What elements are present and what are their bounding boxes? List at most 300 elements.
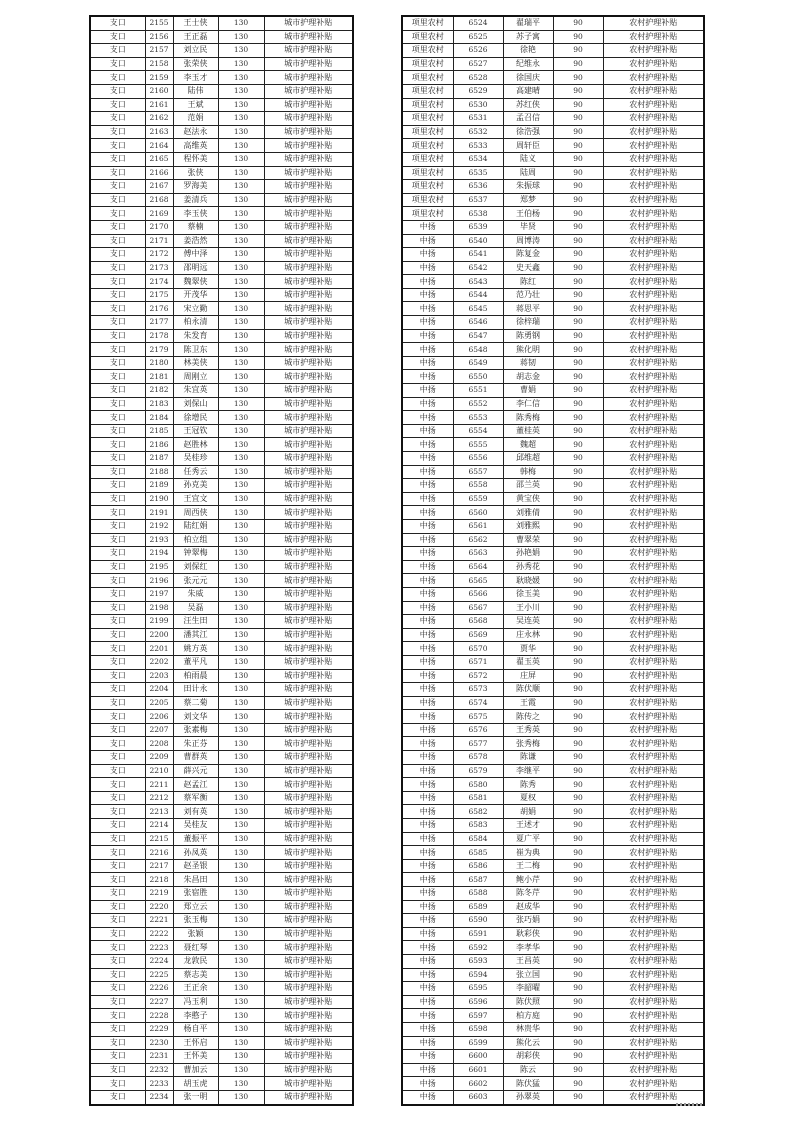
region-cell: 支口 [90, 220, 145, 234]
amount-cell: 130 [218, 914, 264, 928]
region-cell: 支口 [90, 370, 145, 384]
category-cell: 农村护理补贴 [603, 16, 704, 30]
table-row [402, 669, 704, 683]
id-cell: 2156 [145, 30, 173, 44]
id-cell: 6554 [453, 424, 503, 438]
table-row [402, 112, 704, 126]
amount-cell: 130 [218, 356, 264, 370]
amount-cell: 130 [218, 547, 264, 561]
amount-cell: 130 [218, 1050, 264, 1064]
id-cell: 2164 [145, 139, 173, 153]
name-cell: 王述才 [503, 819, 553, 833]
name-cell: 胡志金 [503, 370, 553, 384]
table-row [402, 193, 704, 207]
amount-cell: 90 [553, 737, 603, 751]
amount-cell: 90 [553, 139, 603, 153]
table-row [402, 288, 704, 302]
id-cell: 6584 [453, 832, 503, 846]
name-cell: 潘其江 [173, 628, 218, 642]
id-cell: 2208 [145, 737, 173, 751]
table-row [402, 927, 704, 941]
category-cell: 城市护理补贴 [264, 574, 353, 588]
amount-cell: 130 [218, 16, 264, 30]
id-cell: 6551 [453, 384, 503, 398]
table-row [402, 751, 704, 765]
table-row [402, 615, 704, 629]
id-cell: 6525 [453, 30, 503, 44]
region-cell: 中扬 [402, 982, 453, 996]
category-cell: 城市护理补贴 [264, 275, 353, 289]
table-row [90, 411, 353, 425]
name-cell: 陆红娟 [173, 519, 218, 533]
amount-cell: 90 [553, 1077, 603, 1091]
id-cell: 2202 [145, 655, 173, 669]
amount-cell: 90 [553, 655, 603, 669]
category-cell: 城市护理补贴 [264, 764, 353, 778]
table-row [402, 1050, 704, 1064]
region-cell: 支口 [90, 57, 145, 71]
region-cell: 项里农村 [402, 180, 453, 194]
amount-cell: 90 [553, 397, 603, 411]
category-cell: 城市护理补贴 [264, 954, 353, 968]
region-cell: 支口 [90, 1077, 145, 1091]
name-cell: 赵胜林 [173, 438, 218, 452]
name-cell: 熊化明 [503, 343, 553, 357]
table-row [90, 1050, 353, 1064]
category-cell: 城市护理补贴 [264, 791, 353, 805]
id-cell: 6596 [453, 995, 503, 1009]
name-cell: 李玉才 [173, 71, 218, 85]
table-row [90, 737, 353, 751]
table-row [90, 954, 353, 968]
amount-cell: 130 [218, 465, 264, 479]
id-cell: 6552 [453, 397, 503, 411]
name-cell: 陆伟 [173, 84, 218, 98]
amount-cell: 90 [553, 696, 603, 710]
name-cell: 赵法永 [173, 125, 218, 139]
id-cell: 6547 [453, 329, 503, 343]
table-row [90, 16, 353, 30]
category-cell: 农村护理补贴 [603, 778, 704, 792]
category-cell: 城市护理补贴 [264, 941, 353, 955]
amount-cell: 130 [218, 737, 264, 751]
amount-cell: 130 [218, 30, 264, 44]
amount-cell: 130 [218, 710, 264, 724]
name-cell: 鲍小芹 [503, 873, 553, 887]
category-cell: 城市护理补贴 [264, 615, 353, 629]
name-cell: 王正余 [173, 982, 218, 996]
amount-cell: 130 [218, 44, 264, 58]
name-cell: 蔡二菊 [173, 696, 218, 710]
id-cell: 2217 [145, 859, 173, 873]
name-cell: 李玉侠 [173, 207, 218, 221]
id-cell: 2210 [145, 764, 173, 778]
table-row [402, 1036, 704, 1050]
table-row [90, 152, 353, 166]
id-cell: 6528 [453, 71, 503, 85]
table-row [90, 193, 353, 207]
table-row [90, 927, 353, 941]
table-row [90, 30, 353, 44]
id-cell: 2231 [145, 1050, 173, 1064]
category-cell: 农村护理补贴 [603, 982, 704, 996]
amount-cell: 130 [218, 234, 264, 248]
region-cell: 项里农村 [402, 57, 453, 71]
table-row [402, 887, 704, 901]
category-cell: 农村护理补贴 [603, 71, 704, 85]
category-cell: 农村护理补贴 [603, 343, 704, 357]
category-cell: 城市护理补贴 [264, 411, 353, 425]
name-cell: 孟召信 [503, 112, 553, 126]
table-row [90, 547, 353, 561]
id-cell: 6583 [453, 819, 503, 833]
id-cell: 6603 [453, 1090, 503, 1104]
category-cell: 城市护理补贴 [264, 125, 353, 139]
category-cell: 农村护理补贴 [603, 288, 704, 302]
amount-cell: 130 [218, 506, 264, 520]
category-cell: 城市护理补贴 [264, 832, 353, 846]
id-cell: 6556 [453, 452, 503, 466]
region-cell: 支口 [90, 166, 145, 180]
name-cell: 魏超 [503, 438, 553, 452]
id-cell: 6582 [453, 805, 503, 819]
id-cell: 2189 [145, 479, 173, 493]
name-cell: 蔡志美 [173, 968, 218, 982]
table-row [90, 1090, 353, 1104]
table-row [402, 44, 704, 58]
category-cell: 城市护理补贴 [264, 397, 353, 411]
table-row [90, 370, 353, 384]
id-cell: 6534 [453, 152, 503, 166]
id-cell: 6533 [453, 139, 503, 153]
category-cell: 农村护理补贴 [603, 193, 704, 207]
category-cell: 城市护理补贴 [264, 846, 353, 860]
category-cell: 农村护理补贴 [603, 57, 704, 71]
region-cell: 支口 [90, 900, 145, 914]
id-cell: 2190 [145, 492, 173, 506]
category-cell: 农村护理补贴 [603, 248, 704, 262]
id-cell: 2199 [145, 615, 173, 629]
table-row [402, 982, 704, 996]
region-cell: 支口 [90, 98, 145, 112]
amount-cell: 130 [218, 302, 264, 316]
id-cell: 2192 [145, 519, 173, 533]
table-row [90, 424, 353, 438]
amount-cell: 90 [553, 44, 603, 58]
table-row [90, 44, 353, 58]
name-cell: 陈传之 [503, 710, 553, 724]
table-row [402, 791, 704, 805]
name-cell: 蔡军衡 [173, 791, 218, 805]
id-cell: 6569 [453, 628, 503, 642]
region-cell: 中扬 [402, 220, 453, 234]
id-cell: 2176 [145, 302, 173, 316]
category-cell: 城市护理补贴 [264, 180, 353, 194]
amount-cell: 90 [553, 152, 603, 166]
amount-cell: 130 [218, 927, 264, 941]
category-cell: 城市护理补贴 [264, 710, 353, 724]
table-row [402, 683, 704, 697]
amount-cell: 90 [553, 669, 603, 683]
name-cell: 王秀英 [503, 723, 553, 737]
category-cell: 城市护理补贴 [264, 751, 353, 765]
category-cell: 农村护理补贴 [603, 859, 704, 873]
amount-cell: 130 [218, 1022, 264, 1036]
name-cell: 刘文华 [173, 710, 218, 724]
category-cell: 城市护理补贴 [264, 220, 353, 234]
name-cell: 孙艳娟 [503, 547, 553, 561]
amount-cell: 130 [218, 166, 264, 180]
region-cell: 中扬 [402, 587, 453, 601]
table-row [402, 302, 704, 316]
amount-cell: 90 [553, 547, 603, 561]
name-cell: 孙凤英 [173, 846, 218, 860]
region-cell: 项里农村 [402, 166, 453, 180]
region-cell: 支口 [90, 927, 145, 941]
table-row [90, 316, 353, 330]
name-cell: 徐玉美 [503, 587, 553, 601]
category-cell: 农村护理补贴 [603, 574, 704, 588]
category-cell: 农村护理补贴 [603, 927, 704, 941]
id-cell: 6595 [453, 982, 503, 996]
name-cell: 蔡楠 [173, 220, 218, 234]
name-cell: 张秀梅 [503, 737, 553, 751]
id-cell: 2203 [145, 669, 173, 683]
id-cell: 6574 [453, 696, 503, 710]
region-cell: 支口 [90, 411, 145, 425]
name-cell: 徐梓瑞 [503, 316, 553, 330]
table-row [90, 261, 353, 275]
region-cell: 中扬 [402, 846, 453, 860]
name-cell: 董振平 [173, 832, 218, 846]
region-cell: 中扬 [402, 329, 453, 343]
category-cell: 城市护理补贴 [264, 968, 353, 982]
id-cell: 2201 [145, 642, 173, 656]
amount-cell: 130 [218, 900, 264, 914]
name-cell: 庄永林 [503, 628, 553, 642]
name-cell: 李憨子 [173, 1009, 218, 1023]
table-row [402, 370, 704, 384]
name-cell: 吴桂友 [173, 819, 218, 833]
category-cell: 城市护理补贴 [264, 44, 353, 58]
table-row [90, 248, 353, 262]
table-row [402, 57, 704, 71]
table-row [402, 900, 704, 914]
table-row [402, 384, 704, 398]
region-cell: 支口 [90, 1063, 145, 1077]
table-row [90, 84, 353, 98]
table-row [402, 71, 704, 85]
category-cell: 城市护理补贴 [264, 98, 353, 112]
region-cell: 中扬 [402, 737, 453, 751]
category-cell: 农村护理补贴 [603, 737, 704, 751]
id-cell: 2196 [145, 574, 173, 588]
region-cell: 中扬 [402, 968, 453, 982]
amount-cell: 130 [218, 587, 264, 601]
region-cell: 支口 [90, 751, 145, 765]
amount-cell: 130 [218, 941, 264, 955]
name-cell: 王怀美 [173, 1050, 218, 1064]
id-cell: 2159 [145, 71, 173, 85]
table-row [402, 261, 704, 275]
name-cell: 魏翠侠 [173, 275, 218, 289]
amount-cell: 90 [553, 751, 603, 765]
id-cell: 2218 [145, 873, 173, 887]
amount-cell: 90 [553, 791, 603, 805]
region-cell: 支口 [90, 846, 145, 860]
id-cell: 6570 [453, 642, 503, 656]
name-cell: 王小川 [503, 601, 553, 615]
amount-cell: 90 [553, 316, 603, 330]
category-cell: 城市护理补贴 [264, 601, 353, 615]
region-cell: 中扬 [402, 710, 453, 724]
amount-cell: 90 [553, 465, 603, 479]
amount-cell: 90 [553, 207, 603, 221]
region-cell: 中扬 [402, 1036, 453, 1050]
region-cell: 支口 [90, 152, 145, 166]
category-cell: 农村护理补贴 [603, 560, 704, 574]
region-cell: 中扬 [402, 751, 453, 765]
table-row [90, 329, 353, 343]
region-cell: 中扬 [402, 370, 453, 384]
table-row [402, 356, 704, 370]
amount-cell: 90 [553, 180, 603, 194]
region-cell: 中扬 [402, 1009, 453, 1023]
region-cell: 中扬 [402, 723, 453, 737]
amount-cell: 90 [553, 1036, 603, 1050]
region-cell: 支口 [90, 587, 145, 601]
region-cell: 中扬 [402, 805, 453, 819]
category-cell: 农村护理补贴 [603, 587, 704, 601]
table-row [90, 995, 353, 1009]
id-cell: 2227 [145, 995, 173, 1009]
table-row [402, 479, 704, 493]
category-cell: 城市护理补贴 [264, 1009, 353, 1023]
name-cell: 王宜文 [173, 492, 218, 506]
table-row [402, 587, 704, 601]
category-cell: 农村护理补贴 [603, 751, 704, 765]
category-cell: 城市护理补贴 [264, 995, 353, 1009]
category-cell: 农村护理补贴 [603, 914, 704, 928]
name-cell: 冯玉利 [173, 995, 218, 1009]
table-row [90, 859, 353, 873]
id-cell: 2200 [145, 628, 173, 642]
amount-cell: 130 [218, 180, 264, 194]
amount-cell: 130 [218, 887, 264, 901]
region-cell: 中扬 [402, 995, 453, 1009]
id-cell: 6537 [453, 193, 503, 207]
name-cell: 王正磊 [173, 30, 218, 44]
id-cell: 6544 [453, 288, 503, 302]
category-cell: 农村护理补贴 [603, 723, 704, 737]
table-row [402, 819, 704, 833]
category-cell: 城市护理补贴 [264, 193, 353, 207]
category-cell: 城市护理补贴 [264, 683, 353, 697]
name-cell: 朱振球 [503, 180, 553, 194]
amount-cell: 130 [218, 832, 264, 846]
id-cell: 2205 [145, 696, 173, 710]
id-cell: 2167 [145, 180, 173, 194]
table-row [90, 914, 353, 928]
name-cell: 吴磊 [173, 601, 218, 615]
category-cell: 农村护理补贴 [603, 356, 704, 370]
region-cell: 支口 [90, 547, 145, 561]
region-cell: 中扬 [402, 628, 453, 642]
amount-cell: 90 [553, 438, 603, 452]
id-cell: 2169 [145, 207, 173, 221]
id-cell: 6591 [453, 927, 503, 941]
table-row [402, 152, 704, 166]
table-row [90, 112, 353, 126]
name-cell: 胡娟 [503, 805, 553, 819]
category-cell: 城市护理补贴 [264, 927, 353, 941]
amount-cell: 90 [553, 587, 603, 601]
name-cell: 张荣侠 [173, 57, 218, 71]
name-cell: 韩梅 [503, 465, 553, 479]
id-cell: 2179 [145, 343, 173, 357]
category-cell: 农村护理补贴 [603, 261, 704, 275]
table-row [90, 220, 353, 234]
table-row [402, 914, 704, 928]
category-cell: 农村护理补贴 [603, 44, 704, 58]
category-cell: 农村护理补贴 [603, 887, 704, 901]
category-cell: 城市护理补贴 [264, 1050, 353, 1064]
table-row [90, 1009, 353, 1023]
amount-cell: 130 [218, 954, 264, 968]
name-cell: 耿晓媛 [503, 574, 553, 588]
region-cell: 中扬 [402, 356, 453, 370]
name-cell: 汪生田 [173, 615, 218, 629]
table-row [402, 560, 704, 574]
id-cell: 6589 [453, 900, 503, 914]
region-cell: 支口 [90, 506, 145, 520]
amount-cell: 90 [553, 533, 603, 547]
name-cell: 姜浩然 [173, 234, 218, 248]
region-cell: 支口 [90, 1009, 145, 1023]
category-cell: 城市护理补贴 [264, 887, 353, 901]
id-cell: 6598 [453, 1022, 503, 1036]
region-cell: 支口 [90, 1090, 145, 1104]
category-cell: 农村护理补贴 [603, 900, 704, 914]
amount-cell: 130 [218, 574, 264, 588]
region-cell: 支口 [90, 642, 145, 656]
table-row [402, 98, 704, 112]
name-cell: 蒋思平 [503, 302, 553, 316]
id-cell: 2187 [145, 452, 173, 466]
region-cell: 中扬 [402, 914, 453, 928]
amount-cell: 90 [553, 778, 603, 792]
region-cell: 支口 [90, 954, 145, 968]
table-row [402, 873, 704, 887]
name-cell: 林贵华 [503, 1022, 553, 1036]
amount-cell: 130 [218, 384, 264, 398]
region-cell: 支口 [90, 316, 145, 330]
id-cell: 2219 [145, 887, 173, 901]
name-cell: 朱正芬 [173, 737, 218, 751]
amount-cell: 90 [553, 492, 603, 506]
category-cell: 城市护理补贴 [264, 1036, 353, 1050]
id-cell: 6524 [453, 16, 503, 30]
table-row [90, 452, 353, 466]
name-cell: 曹翠荣 [503, 533, 553, 547]
region-cell: 支口 [90, 275, 145, 289]
amount-cell: 90 [553, 424, 603, 438]
category-cell: 城市护理补贴 [264, 1077, 353, 1091]
amount-cell: 90 [553, 98, 603, 112]
region-cell: 支口 [90, 791, 145, 805]
name-cell: 陈冬芹 [503, 887, 553, 901]
region-cell: 中扬 [402, 1077, 453, 1091]
